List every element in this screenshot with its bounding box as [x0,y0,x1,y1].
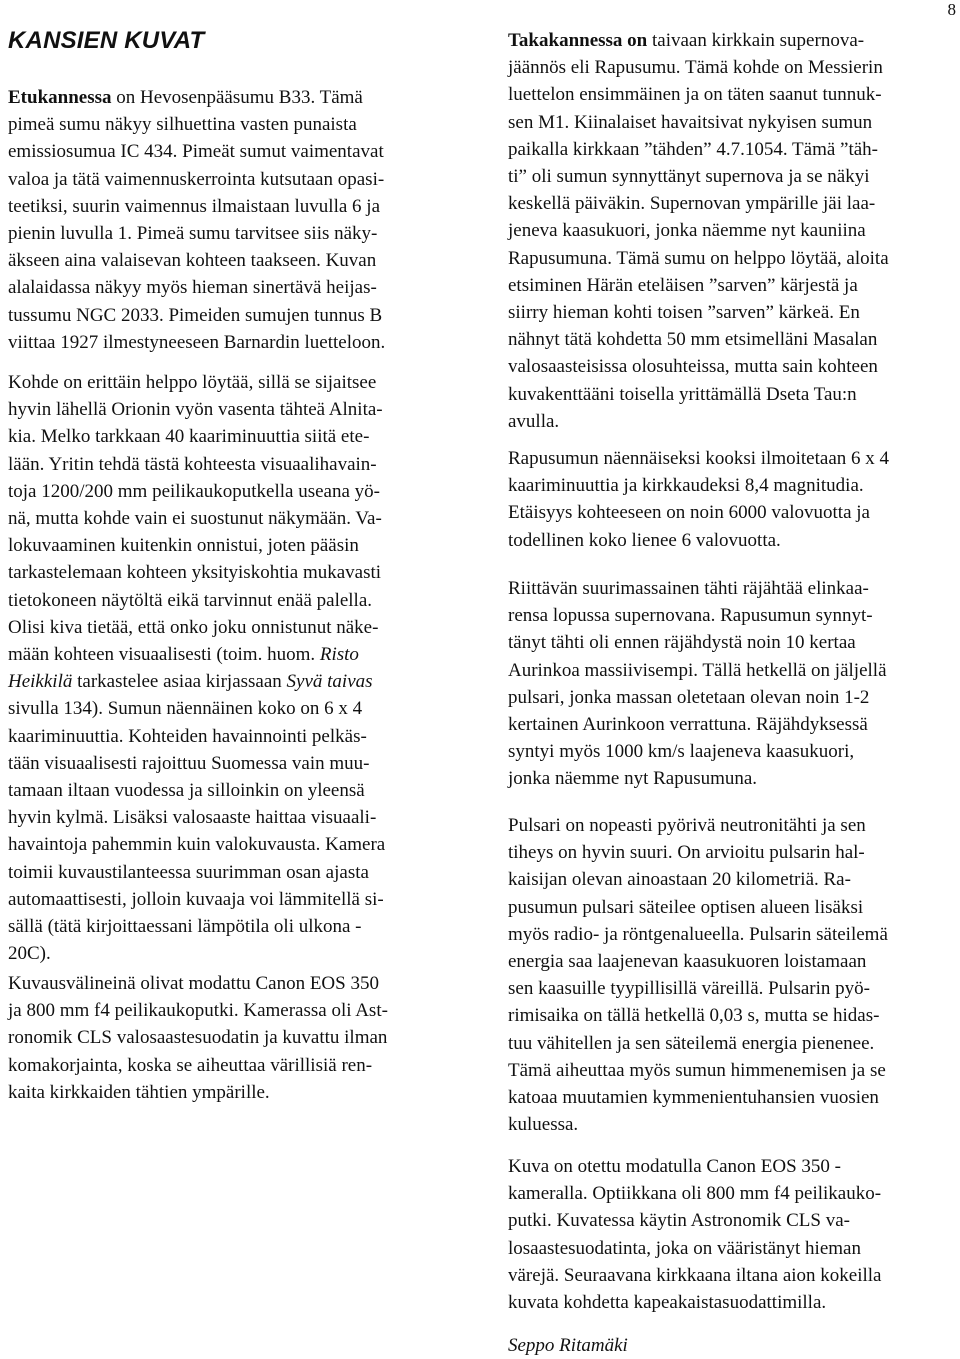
text-line [8,641,452,668]
text-line [8,668,452,695]
text-line: rensa lopussa supernovana. Rapusumun synnyt- [508,605,873,627]
text-line: myös radio- ja röntgenalueella. Pulsarin säteilemä [508,923,888,945]
text-line: 20C). [8,943,51,965]
text-line: kaariminuuttia. Kohteiden havainnointi pelkäs- [8,725,367,747]
text-line: sen M1. Kiinalaiset havaitsivat nykyisen sumun [508,111,873,133]
front-cover-paragraph [8,84,452,356]
text-line: ti” oli sumun synnyttänyt supernova ja se näkyi [508,166,870,188]
text-segment: mään kohteen visuaalisesti (toim. huom. [8,644,320,666]
text-line: putki. Kuvatessa käytin Astronomik CLS va- [508,1210,850,1232]
text-line: Olisi kiva tietää, että onko joku onnistunut näke- [8,616,379,638]
observation-paragraph [8,369,452,967]
supernova-paragraph [508,575,955,793]
text-line: teetiksi, suurin vaimennus ilmaistaan luvulla 6 ja [8,195,381,217]
text-line: lään. Yritin tehdä tästä kohteesta visuaalihavain- [8,453,377,475]
text-line: pimeä sumu näkyy silhuettina vasten punaista [8,114,357,136]
text-line: havaintoja pahemmin kuin valokuvausta. Kamera [8,834,386,856]
text-line: todellinen koko lienee 6 valovuotta. [508,529,781,551]
text-line: siirry hieman kohti toisen ”sarven” kärkeä. En [508,302,860,324]
text-line: värejä. Seuraavana kirkkaana iltana aion kokeilla [508,1264,882,1286]
text-line: tussumu NGC 2033. Pimeiden sumujen tunnus B [8,304,383,326]
text-line: kaisijan olevan ainoastaan 20 kilometriä. Ra- [508,869,851,891]
text-line: toja 1200/200 mm peilikaukoputkella useana yö- [8,480,381,502]
text-line: kuluessa. [508,1114,579,1136]
back-cover-lead: Takakannessa on [508,30,648,51]
text-line: sivulla 134). Sumun näennäinen koko on 6 x 4 [8,698,363,720]
text-line: Aurinkoa massiivisempi. Tällä hetkellä on jäljellä [508,659,887,681]
text-line: pienin luvulla 1. Pimeä sumu tarvitsee siis näky- [8,223,378,245]
text-line: tään visuaalisesti rajoittuu Suomessa vain muu- [8,752,370,774]
text-line: valoa ja tätä vaimennuskerrointa kutsutaan opasi- [8,168,385,190]
text-line: energia saa laajenevan kaasukuoren loistamaan [508,951,867,973]
size-paragraph [508,445,955,554]
author-signature: Seppo Ritamäki [508,1335,628,1356]
text-line: lokuvaaminen kuitenkin onnistui, joten pääsin [8,535,359,557]
text-line: ronomik CLS valosaastesuodatin ja kuvattu ilman [8,1027,388,1049]
text-line: katoaa muutamien kymmenientuhansien vuosien [508,1087,879,1109]
text-line: syntyi myös 1000 km/s laajeneva kaasukuori, [508,741,855,763]
text-line: keskellä päiväkin. Supernovan ympärille jäi laa- [508,193,876,215]
text-line: nähnyt tätä kohdetta 50 mm etsimelläni Masalan [508,329,878,351]
text-line: hyvin lähellä Orionin vyön vasenta tähteä Alnita- [8,399,383,421]
text-line: kuvata kohdetta kapeakaistasuodattimilla. [508,1292,827,1314]
text-line: jeneva kaasukuori, jonka näemme nyt kauniina [508,220,866,242]
text-line: nä, mutta kohde vain ei suostunut näkymään. Va- [8,508,382,530]
text-line: komakorjainta, koska se aiheuttaa värillisiä ren- [8,1054,373,1076]
text-line: Rapusumuna. Tämä sumu on helppo löytää, aloita [508,247,889,269]
text-line: pulsari, jonka massan oletetaan olevan noin 1-2 [508,686,870,708]
text-line: viittaa 1927 ilmestyneeseen Barnardin luetteloon. [8,331,386,353]
text-line: rimisaika on tällä hetkellä 0,03 s, mutta se hidas- [508,1005,880,1027]
text-line: valosaasteisissa olosuhteissa, mutta sain kohteen [508,356,878,378]
back-cover-paragraph [508,27,955,435]
text-line: alalaidassa näkyy myös hieman sinertävä heijas- [8,277,377,299]
text-line: tietokoneen näytöltä eikä tarvinnut enää palella. [8,589,373,611]
text-line: sällä (tätä kirjoittaessani lämpötila oli ulkona - [8,916,362,938]
text-line: tänyt tähti oli ennen räjähdystä noin 10 kertaa [508,632,856,654]
author-surname: Heikkilä [8,671,73,693]
text-line: tarkastelemaan kohteen yksityiskohtia mukavasti [8,562,382,584]
text-line: Kohde on erittäin helppo löytää, sillä se sijaitsee [8,372,377,393]
text-line: pusumun pulsari säteilee optisen alueen lisäksi [508,896,864,918]
pulsar-paragraph [508,812,955,1138]
front-cover-lead: Etukannessa [8,87,112,108]
text-line: tiheys on hyvin suuri. On arvioitu pulsarin hal- [508,842,865,864]
photo-info-paragraph [508,1153,955,1316]
text-line: kaariminuuttia ja kirkkaudeksi 8,4 magnitudia. [508,475,864,497]
text-line: kuvakenttääni toisella yrittämällä Dseta Tau:n [508,383,857,405]
text-line: emissiosumua IC 434. Pimeät sumut vaimentavat [8,141,384,163]
page-number: 8 [947,0,956,19]
text-line: Rapusumun näennäiseksi kooksi ilmoitetaan 6 x 4 [508,448,890,469]
text-line: Kuvausvälineinä olivat modattu Canon EOS 350 [8,973,379,994]
text-line: kertainen Aurinkoon verrattuna. Räjähdyksessä [508,714,868,736]
text-line: Etäisyys kohteeseen on noin 6000 valovuotta ja [508,502,870,524]
text-line: kameralla. Optiikkana oli 800 mm f4 peilikauko- [508,1183,882,1205]
text-line: kia. Melko tarkkaan 40 kaariminuuttia siitä ete- [8,426,370,448]
author-name: Risto [319,644,359,666]
text-line: kaita kirkkaiden tähtien ympärille. [8,1081,270,1103]
text-line: losaastesuodatinta, joka on vääristänyt hieman [508,1237,861,1259]
text-line: jäännös eli Rapusumu. Tämä kohde on Messierin [508,57,883,79]
text-line: hyvin kylmä. Lisäksi valosaaste haittaa visuaali- [8,807,377,829]
text-line: Riittävän suurimassainen tähti räjähtää elinkaa- [508,578,869,599]
equipment-paragraph [8,970,452,1106]
text-line: ja 800 mm f4 peilikaukoputki. Kamerassa oli Ast- [8,1000,388,1022]
text-line [508,27,955,54]
text-line: etsiminen Härän eteläisen ”sarven” kärjestä ja [508,274,858,296]
text-line: sen kaasuille tyypillisillä väreillä. Pulsarin pyö- [508,978,870,1000]
text-line: avulla. [508,410,560,432]
section-heading: KANSIEN KUVAT [8,27,205,54]
text-line [8,84,452,111]
text-segment: on Hevosenpääsumu B33. Tämä [111,87,363,108]
text-line: Kuva on otettu modatulla Canon EOS 350 - [508,1156,841,1177]
text-line: äkseen aina valaisevan kohteen taakseen. Kuvan [8,250,377,272]
text-line: Tämä aiheuttaa myös sumun himmenemisen ja se [508,1059,886,1081]
text-line: paikalla kirkkaan ”tähden” 4.7.1054. Tämä ”täh- [508,138,878,160]
text-line: Pulsari on nopeasti pyörivä neutronitähti ja sen [508,815,866,836]
book-title: Syvä taivas [286,671,373,693]
text-segment: tarkastelee asiaa kirjassaan [72,671,287,693]
text-line: luettelon ensimmäinen ja on täten saanut tunnuk- [508,84,882,106]
text-line: jonka näemme nyt Rapusumuna. [508,768,758,790]
text-line: tuu vähitellen ja sen säteilemä energia pienenee. [508,1032,875,1054]
text-segment: taivaan kirkkain supernova- [647,30,865,51]
text-line: automaattisesti, jolloin kuvaaja voi lämmitellä si- [8,888,384,910]
text-line: tamaan iltaan vuodessa ja silloinkin on yleensä [8,780,365,802]
text-line: toimii kuvaustilanteessa suurimman osan ajasta [8,861,369,883]
